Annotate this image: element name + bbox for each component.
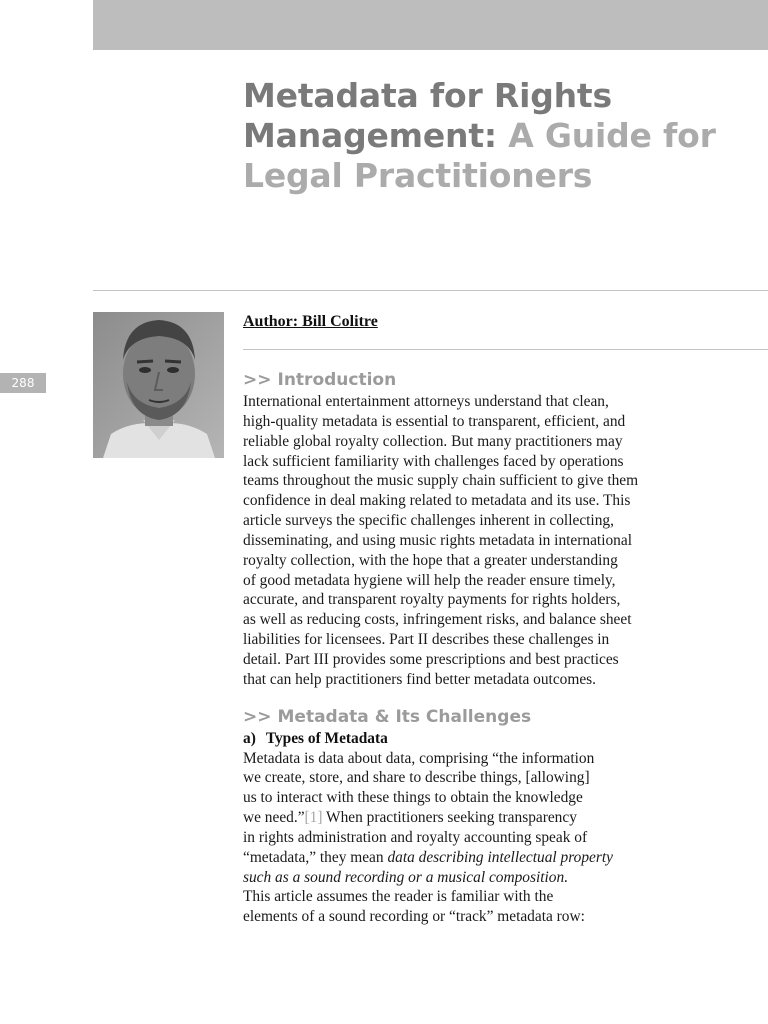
text-line xyxy=(243,868,668,888)
subheading-types xyxy=(243,729,668,749)
chevron-icon: >> xyxy=(243,370,272,390)
text-line: as well as reducing costs, infringement risks, and balance sheet xyxy=(243,611,632,629)
text-line: disseminating, and using music rights metadata in international xyxy=(243,531,632,549)
author-divider xyxy=(243,349,768,350)
text-line: us to interact with these things to obtain the knowledge xyxy=(243,789,583,807)
text-line xyxy=(243,848,668,868)
text-line: liabilities for licensees. Part II describes these challenges in xyxy=(243,631,610,649)
text-line: This article assumes the reader is familiar with the xyxy=(243,888,554,906)
italic-fragment: data describing intellectual property xyxy=(387,848,613,866)
section-heading-introduction xyxy=(243,368,668,392)
text-line xyxy=(243,808,668,828)
text-line: high-quality metadata is essential to transparent, efficient, and xyxy=(243,412,626,430)
title-sub: A Guide for Legal Practitioners xyxy=(243,116,716,195)
page-number: 288 xyxy=(0,373,46,393)
article-title xyxy=(243,76,743,196)
article-body xyxy=(243,368,668,927)
author-line: Author: Bill Colitre xyxy=(243,313,378,330)
text-line: reliable global royalty collection. But many practitioners may xyxy=(243,432,623,450)
text-fragment: When practitioners seeking transparency xyxy=(322,809,577,827)
introduction-paragraph xyxy=(243,392,668,690)
text-line: detail. Part III provides some prescriptions and best practices xyxy=(243,650,619,668)
heading-text: Metadata & Its Challenges xyxy=(277,706,532,727)
text-line: confidence in deal making related to metadata and its use. This xyxy=(243,492,631,510)
text-line: teams throughout the music supply chain sufficient to give them xyxy=(243,472,639,490)
text-line: of good metadata hygiene will help the reader ensure timely, xyxy=(243,571,616,589)
subheading-text: Types of Metadata xyxy=(265,729,388,747)
text-line: that can help practitioners find better metadata outcomes. xyxy=(243,670,596,688)
divider xyxy=(93,290,768,291)
header-band xyxy=(93,0,768,50)
metadata-paragraph xyxy=(243,749,668,928)
text-line: elements of a sound recording or “track” metadata row: xyxy=(243,908,585,926)
text-fragment: we need.” xyxy=(243,809,305,827)
author-photo xyxy=(93,312,224,458)
text-line: article surveys the specific challenges inherent in collecting, xyxy=(243,512,614,530)
footnote-link[interactable]: [1] xyxy=(304,809,323,827)
title-main: Metadata for Rights Management: xyxy=(243,76,612,155)
text-line: International entertainment attorneys understand that clean, xyxy=(243,393,609,410)
heading-text: Introduction xyxy=(277,370,397,390)
text-line: royalty collection, with the hope that a greater understanding xyxy=(243,551,618,569)
text-fragment: “metadata,” they mean xyxy=(243,848,388,866)
text-line: lack sufficient familiarity with challenges faced by operations xyxy=(243,452,624,470)
chevron-icon: >> xyxy=(243,706,272,727)
text-line: accurate, and transparent royalty payments for rights holders, xyxy=(243,591,621,609)
text-line: Metadata is data about data, comprising “the information xyxy=(243,749,595,767)
italic-fragment: such as a sound recording or a musical composition. xyxy=(243,868,569,886)
section-heading-metadata xyxy=(243,705,668,729)
text-line: we create, store, and share to describe things, [allowing] xyxy=(243,769,590,787)
text-line: in rights administration and royalty accounting speak of xyxy=(243,828,588,846)
subheading-label: a) xyxy=(243,729,256,747)
